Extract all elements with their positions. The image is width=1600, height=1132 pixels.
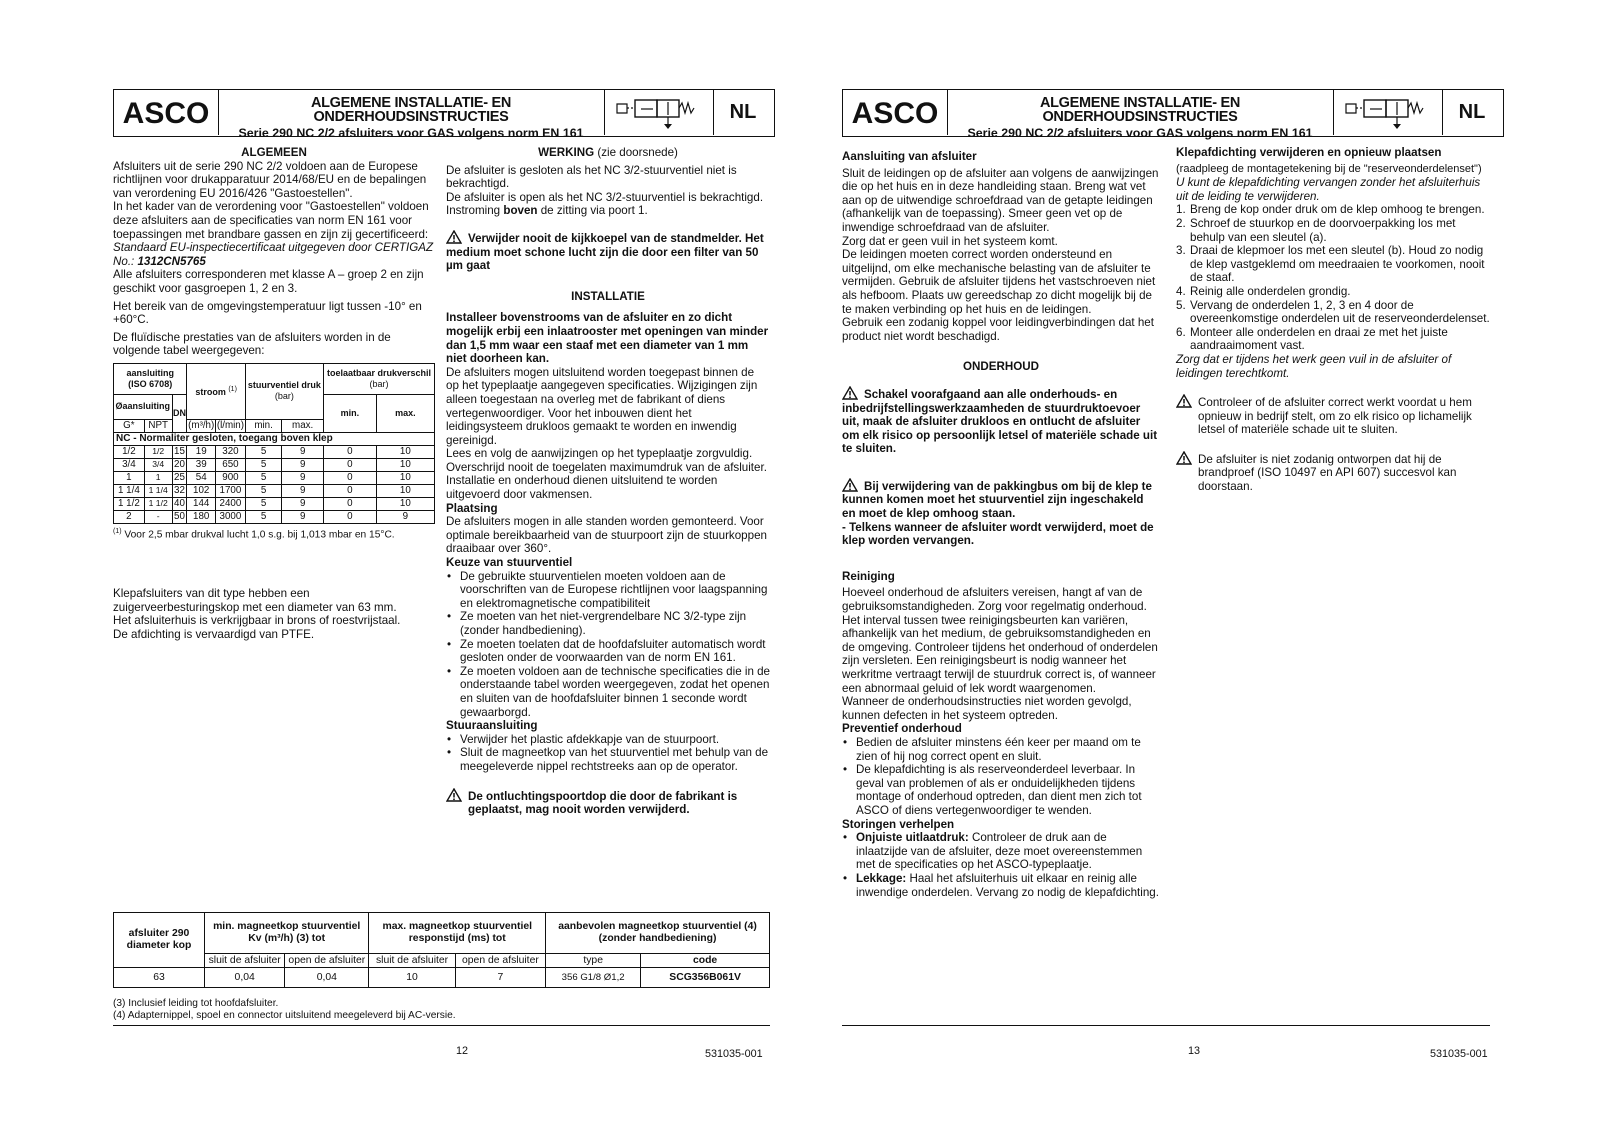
table-unit: (m³/h) — [188, 420, 215, 432]
table-section-row: NC - Normaliter gesloten, toegang boven klep — [114, 432, 435, 445]
performance-table — [113, 363, 435, 524]
list-item: • Lekkage: Haal het afsluiterhuis uit elkaar en reinig alle inwendige onderdelen. Vervang zo nodig de klepafdichting. — [842, 872, 1160, 899]
storingen-list — [842, 831, 1160, 899]
klep-intro: U kunt de klepafdichting vervangen zonder het afsluiterhuis uit de leiding te verwijderen. — [1176, 176, 1481, 203]
table-cell: 15 — [174, 446, 185, 458]
list-item: 5. Vervang de onderdelen 1, 2, 3 en 4 door de overeenkomstige onderdelen uit de reserveonderdelenset. — [1176, 298, 1490, 326]
table-cell: 9 — [282, 445, 324, 458]
table-cell: - — [144, 510, 172, 523]
table-row — [114, 458, 435, 471]
certificate-number: 1312CN5765 — [137, 254, 206, 268]
table-subheader: code — [641, 954, 770, 968]
table-cell: 0 — [323, 471, 376, 484]
algemeen-paragraph: Het bereik van de omgevingstemperatuur ligt tussen -10° en +60°C. — [113, 299, 422, 327]
werking-paragraph: De afsluiter is open als het NC 3/2-stuurventiel is bekrachtigd. — [446, 190, 764, 204]
aansluiting-paragraph: Zorg dat er geen vuil in het systeem komt. — [842, 234, 1058, 248]
table-cell: 5 — [245, 458, 282, 471]
list-item: 1. Breng de kop onder druk om de klep omhoog te brengen. — [1176, 203, 1485, 217]
warning-note: Bij verwijdering van de pakkingbus om bij de klep te kunnen komen moet het stuurventiel zijn ingeschakeld en moet de klep omhoog staan. — [842, 479, 1152, 521]
algemeen-paragraph: In het kader van de verordening voor "Gastoestellen" voldoen deze afsluiters aan de specificaties van norm EN 161 voor toepassingen met brandbare gassen en zijn zij gecertificeerd: — [113, 200, 429, 241]
subheading-klepafdichting: Klepafdichting verwijderen en opnieuw plaatsen — [1176, 146, 1442, 159]
list-item: • De gebruikte stuurventielen moeten voldoen aan de voorschriften van de Europese richtlijnen voor laagspanning en elektromagnetische compatibiliteit — [446, 570, 770, 611]
aansluiting-paragraph: Gebruik een zodanig koppel voor leidingverbindingen dat het product niet wordt beschadigd. — [842, 316, 1154, 343]
klep-steps — [1176, 203, 1490, 353]
table-header: stroom $^{(1)}$ — [187, 363, 245, 419]
section-heading-onderhoud: ONDERHOUD — [962, 360, 1039, 374]
table-cell: 1/2 — [114, 445, 145, 458]
plaatsing-paragraph: De afsluiters mogen in alle standen worden gemonteerd. Voor optimale bereikbaarheid van de stuurpoort zijn de stuurkoppen draaibaar over 360°. — [446, 515, 767, 556]
table-cell: 0,04 — [205, 968, 285, 988]
table-cell: 0,04 — [285, 968, 369, 988]
werking-paragraph: Instroming boven de zitting via poort 1. — [446, 204, 648, 218]
table-cell: 10 — [376, 458, 434, 471]
right-column-2 — [1176, 146, 1490, 494]
klep-paragraph: Klepafsluiters van dit type hebben een zuigerveerbesturingskop met een diameter van 63 mm. — [113, 587, 397, 614]
language-code: NL — [729, 101, 757, 123]
header-titles — [218, 90, 604, 141]
table-unit: (l/min) — [216, 420, 245, 432]
table-cell: 32 — [174, 485, 185, 497]
table-subheader: open de afsluiter — [285, 954, 369, 968]
table-cell: 54 — [187, 471, 216, 484]
right-column-1 — [842, 150, 1160, 899]
left-column-2 — [446, 146, 770, 817]
table-cell: 650 — [216, 458, 246, 471]
valve-symbol-icon — [1333, 90, 1443, 135]
list-item: • Ze moeten voldoen aan de technische specificaties die in de onderstaande tabel worden weergegeven, zodat het openen en sluiten van de hoofdafsluiter binnen 1 seconde wordt gewaarborgd. — [446, 665, 770, 719]
table-header: stuurventiel druk (bar) — [245, 363, 323, 419]
table-cell: 3000 — [216, 510, 246, 523]
algemeen-paragraph: Alle afsluiters corresponderen met klasse A – groep 2 en zijn geschikt voor gasgroepen 1, 2 en 3. — [113, 268, 424, 295]
table-cell: 3/4 — [114, 458, 145, 471]
asco-logo — [843, 90, 948, 135]
doc-subtitle: Serie 290 NC 2/2 afsluiters voor GAS volgens norm EN 161 — [238, 126, 584, 141]
table-cell: 9 — [282, 497, 324, 510]
table-cell: SCG356B061V — [641, 968, 770, 988]
table-header: DN — [172, 394, 187, 432]
table-header: min. magneetkop stuurventiel Kv (m³/h) (3) tot — [205, 913, 369, 954]
warning-note: Verwijder nooit de kijkkoepel van de standmelder. Het medium moet schone lucht zijn die door een filter van 50 µm gaat — [446, 231, 764, 273]
header-titles — [947, 90, 1333, 141]
subheading-reiniging: Reiniging — [842, 569, 895, 583]
table-footnote: $^{(1)}$ Voor 2,5 mbar drukval lucht 1,0 s.g. bij 1,013 mbar en 15°C. — [113, 527, 395, 541]
warning-icon — [1176, 451, 1192, 465]
table-header: max. magneetkop stuurventiel responstijd (ms) tot — [369, 913, 546, 954]
table-cell: 5 — [245, 497, 282, 510]
list-item: • Onjuiste uitlaatdruk: Controleer de druk aan de inlaatzijde van de afsluiter, deze moet overeenstemmen met de specificaties op het ASCO-typeplaatje. — [842, 831, 1160, 872]
subheading-plaatsing: Plaatsing — [446, 501, 498, 515]
table-cell: 9 — [282, 458, 324, 471]
warning-icon — [842, 386, 858, 400]
section-heading-installatie: INSTALLATIE — [571, 289, 645, 303]
list-item: • Ze moeten van het niet-vergrendelbare NC 3/2-type zijn (zonder handbediening). — [446, 610, 770, 637]
section-heading-algemeen: ALGEMEEN — [241, 146, 307, 159]
klep-paragraph: De afdichting is vervaardigd van PTFE. — [113, 628, 315, 642]
table-cell: 1 1/4 — [114, 484, 145, 497]
list-item: • Verwijder het plastic afdekkapje van de stuurpoort. — [446, 733, 770, 747]
table-header: max. — [376, 394, 434, 432]
table-cell: 19 — [187, 445, 216, 458]
page-number: 13 — [1188, 1045, 1201, 1057]
language-code: NL — [1458, 101, 1486, 123]
table-header: aanbevolen magneetkop stuurventiel (4) (zonder handbediening) — [546, 913, 770, 954]
installatie-bold: Installeer bovenstrooms van de afsluiter en zo dicht mogelijk erbij een inlaatrooster met openingen van minder dan 1,5 mm waar een staaf met een diameter van 1 mm niet doorheen kan. — [446, 311, 769, 366]
header-box — [113, 89, 775, 141]
table-cell: 102 — [187, 484, 216, 497]
subheading-stuuraansluiting: Stuuraansluiting — [446, 719, 538, 733]
table-cell: 1/2 — [144, 445, 172, 458]
table-unit: NPT — [144, 419, 172, 432]
table-cell: 39 — [187, 458, 216, 471]
stuur-list — [446, 733, 770, 774]
table-cell: 2 — [114, 510, 145, 523]
table-cell: 2400 — [216, 497, 246, 510]
table-cell: 0 — [323, 510, 376, 523]
subheading-preventief: Preventief onderhoud — [842, 722, 962, 736]
svg-text:ASCO: ASCO — [122, 97, 210, 130]
table-cell: 0 — [323, 497, 376, 510]
table-cell: 1700 — [216, 484, 246, 497]
installatie-paragraph: Lees en volg de aanwijzingen op het typeplaatje zorgvuldig. Overschrijd nooit de toegelaten maximumdruk van de afsluiter. Installatie en onderhoud dienen uitsluitend te worden uitgevoerd door vakmensen. — [446, 447, 767, 502]
table-cell: 9 — [282, 510, 324, 523]
certificate-line: Standaard EU-inspectiecertificaat uitgegeven door CERTIGAZ No.: 1312CN5765 — [113, 241, 434, 268]
table-cell: 40 — [174, 498, 185, 510]
list-item: • Bedien de afsluiter minstens één keer per maand om te zien of hij nog correct opent en sluit. — [842, 736, 1160, 763]
table-cell: 0 — [323, 458, 376, 471]
table-cell: 3/4 — [144, 458, 172, 471]
list-item: 3. Draai de klepmoer los met een sleutel (b). Houd zo nodig de klep vastgeklemd om meedraaien te voorkomen, nooit de staaf. — [1176, 244, 1485, 285]
table-cell: 1 1/2 — [114, 497, 145, 510]
table-row — [114, 510, 435, 523]
table-header: toelaatbaar drukverschil (bar) — [323, 363, 434, 394]
list-item: • Sluit de magneetkop van het stuurventiel met behulp van de meegeleverde nippel rechtstreeks aan op de operator. — [446, 746, 770, 773]
table-header: min. — [323, 394, 376, 432]
klep-closing: Zorg dat er tijdens het werk geen vuil in de afsluiter of leidingen terechtkomt. — [1176, 352, 1452, 380]
warning-icon — [1176, 394, 1192, 408]
table-unit: G* — [114, 419, 145, 432]
table-cell: 25 — [174, 472, 185, 484]
table-cell: 144 — [187, 497, 216, 510]
warning-icon — [842, 478, 858, 492]
svg-text:ASCO: ASCO — [851, 97, 939, 130]
table-cell: 1 1/4 — [144, 484, 172, 497]
footer-divider — [842, 1025, 1490, 1026]
warning-note: De afsluiter is niet zodanig ontworpen dat hij de brandproef (ISO 10497 en API 607) succesvol kan doorstaan. — [1176, 453, 1490, 494]
table-cell: 10 — [376, 471, 434, 484]
asco-logo — [114, 90, 219, 135]
table-row — [114, 471, 435, 484]
list-item: 2. Schroef de stuurkop en de doorvoerpakking los met behulp van een sleutel (a). — [1176, 216, 1456, 244]
valve-symbol-icon — [604, 90, 714, 135]
subheading-storingen: Storingen verhelpen — [842, 817, 955, 831]
table-subheader: sluit de afsluiter — [369, 954, 455, 968]
table-cell: 1 — [144, 471, 172, 484]
warning-note: De ontluchtingspoortdop die door de fabrikant is geplaatst, mag nooit worden verwijderd. — [446, 788, 770, 817]
table-cell: 10 — [376, 484, 434, 497]
table-unit: max. — [282, 419, 324, 432]
table-cell: 10 — [376, 445, 434, 458]
page-number: 12 — [456, 1045, 469, 1057]
list-item: • De klepafdichting is als reserveonderdeel leverbaar. In geval van problemen of als er onduidelijkheden tijdens montage of onderhoud optreden, dan dient men zich tot ASCO of diens vertegenwoordiger te wenden. — [842, 763, 1160, 817]
warning-note: - Telkens wanneer de afsluiter wordt verwijderd, moet de klep worden vervangen. — [842, 520, 1154, 548]
table-cell: 7 — [455, 968, 545, 988]
table-cell: 5 — [245, 484, 282, 497]
table-cell: 900 — [216, 471, 246, 484]
warning-note: Controleer of de afsluiter correct werkt voordat u hem opnieuw in bedrijf stelt, om zo elk risico op lichamelijk letsel of materiële schade uit te sluiten. — [1176, 396, 1490, 437]
warning-icon — [446, 788, 462, 802]
table-cell: 9 — [282, 484, 324, 497]
subheading-aansluiting: Aansluiting van afsluiter — [842, 150, 977, 163]
table-row — [114, 484, 435, 497]
table-cell: 20 — [174, 459, 185, 471]
keuze-list — [446, 570, 770, 720]
klep-description — [113, 587, 435, 641]
subheading-keuze: Keuze van stuurventiel — [446, 556, 573, 570]
footer-divider — [113, 1025, 770, 1026]
table-cell: 0 — [323, 484, 376, 497]
algemeen-paragraph: De fluïdische prestaties van de afsluiters worden in de volgende tabel weergegeven: — [113, 330, 391, 358]
table-subheader: sluit de afsluiter — [205, 954, 285, 968]
doc-title: ALGEMENE INSTALLATIE- EN ONDERHOUDSINSTRUCTIES — [310, 95, 512, 125]
list-item: 6. Monteer alle onderdelen en draai ze met het juiste aandraaimoment vast. — [1176, 325, 1448, 353]
document-number: 531035-001 — [1430, 1048, 1488, 1060]
document-number: 531035-001 — [705, 1048, 763, 1060]
table-cell: 5 — [245, 471, 282, 484]
installatie-paragraph: De afsluiters mogen uitsluitend worden toegepast binnen de op het typeplaatje aangegeven specificaties. Wijzigingen zijn alleen toegestaan na overleg met de fabrikant of diens vertegenwoordiger. Voor het inbouwen dient het leidingsysteem drukloos gemaakt te worden en inwendig gereinigd. — [446, 365, 758, 447]
table-subheader: type — [546, 954, 641, 968]
algemeen-paragraph: Afsluiters uit de serie 290 NC 2/2 voldoen aan de Europese richtlijnen voor drukapparatuur 2014/68/EU en de bepalingen van verordening EU 2016/426 "Gastoestellen". — [113, 159, 427, 200]
table-header: afsluiter 290 diameter kop — [114, 913, 205, 968]
table-cell: 180 — [187, 510, 216, 523]
table-cell: 1 — [114, 471, 145, 484]
reiniging-paragraph: Hoeveel onderhoud de afsluiters vereisen, hangt af van de gebruiksomstandigheden. Zorg voor regelmatig onderhoud. Het interval tussen twee reinigingsbeurten kan variëren, afhankelijk van het medium, de gebruiksomstandigheden en de omgeving. Controleer tijdens het onderhoud of onderdelen zijn versleten. Een reinigingsbeurt is nodig wanneer het werkritme vertraagt terwijl de stuurdruk correct is, of wanneer een abnormaal geluid of lek wordt waargenomen. — [842, 586, 1158, 695]
table-subheader: open de afsluiter — [455, 954, 545, 968]
table-cell: 10 — [376, 497, 434, 510]
table-cell: 5 — [245, 445, 282, 458]
header-box — [842, 89, 1504, 141]
footnote: (3) Inclusief leiding tot hoofdafsluiter. — [113, 998, 279, 1009]
table-row — [114, 445, 435, 458]
table-cell: 1 1/2 — [144, 497, 172, 510]
table-header: Øaansluiting — [114, 394, 173, 419]
werking-paragraph: De afsluiter is gesloten als het NC 3/2-stuurventiel niet is bekrachtigd. — [446, 163, 737, 191]
left-column-1 — [113, 146, 435, 642]
preventief-list — [842, 736, 1160, 818]
table-cell: 356 G1/8 Ø1,2 — [546, 968, 641, 988]
bottom-table-footnotes — [113, 998, 770, 1022]
table-cell: 320 — [216, 445, 246, 458]
table-cell: 50 — [174, 511, 185, 523]
klep-paragraph: Het afsluiterhuis is verkrijgbaar in brons of roestvrijstaal. — [113, 614, 401, 628]
table-cell: 0 — [323, 445, 376, 458]
table-cell: 5 — [245, 510, 282, 523]
list-item: • Ze moeten toelaten dat de hoofdafsluiter automatisch wordt gesloten onder de voorwaarden van de norm EN 161. — [446, 638, 770, 665]
section-heading-werking: WERKING (zie doorsnede) — [538, 146, 678, 159]
table-cell: 9 — [282, 471, 324, 484]
doc-title: ALGEMENE INSTALLATIE- EN ONDERHOUDSINSTRUCTIES — [1039, 95, 1241, 125]
table-row — [114, 497, 435, 510]
doc-subtitle: Serie 290 NC 2/2 afsluiters voor GAS volgens norm EN 161 — [967, 126, 1313, 141]
table-header: aansluiting (ISO 6708) — [114, 363, 187, 394]
table-cell: 63 — [114, 968, 205, 988]
page-right — [800, 0, 1600, 1132]
table-cell: 10 — [369, 968, 455, 988]
table-cell: 9 — [376, 510, 434, 523]
warning-note: Schakel voorafgaand aan alle onderhouds- en inbedrijfstellingswerkzaamheden de stuurdruktoevoer uit, maak de afsluiter drukloos en ontlucht de afsluiter om elk risico op persoonlijk letsel of materiële schade uit te sluiten. — [842, 387, 1158, 456]
table-unit: min. — [245, 419, 282, 432]
warning-icon — [446, 230, 462, 244]
klep-reference: (raadpleeg de montagetekening bij de "reserveonderdelenset") — [1176, 162, 1482, 175]
pilot-valve-table — [113, 912, 770, 988]
aansluiting-paragraph: De leidingen moeten correct worden ondersteund en uitgelijnd, om elke mechanische belasting van de afsluiter te vermijden. Gebruik de afsluiter tijdens het vastschroeven niet als hefboom. Plaats uw gereedschap zo dicht mogelijk bij de te maken verbinding op het huis en de leidingen. — [842, 248, 1156, 316]
aansluiting-paragraph: Sluit de leidingen op de afsluiter aan volgens de aanwijzingen die op het huis en in deze handleiding staan. Breng wat vet aan op de uitwendige schroefdraad van de getapte leidingen (afhankelijk van de toepassing). Smeer geen vet op de inwendige schroefdraad van de afsluiter. — [842, 166, 1159, 234]
list-item: 4. Reinig alle onderdelen grondig. — [1176, 284, 1351, 298]
footnote: (4) Adapternippel, spoel en connector uitsluitend meegeleverd bij AC-versie. — [113, 1010, 456, 1021]
reiniging-paragraph: Wanneer de onderhoudsinstructies niet worden gevolgd, kunnen defecten in het systeem optreden. — [842, 695, 1132, 722]
